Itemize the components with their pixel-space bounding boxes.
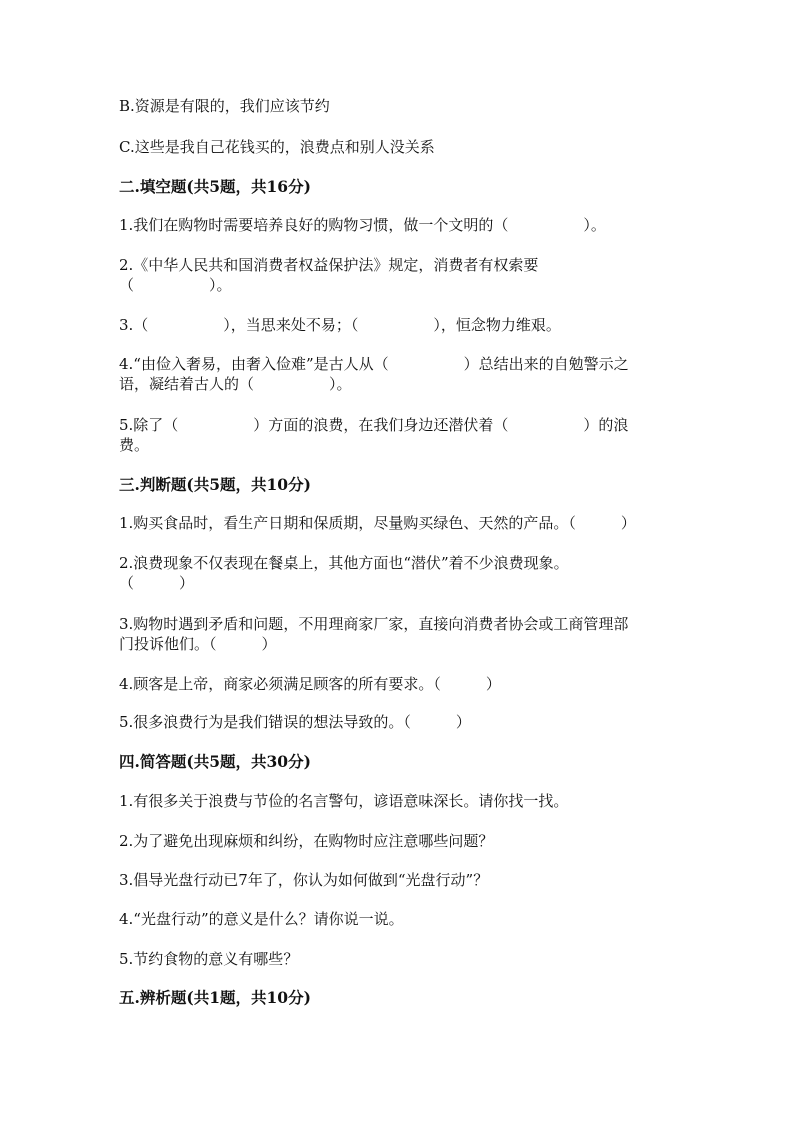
section-heading-short-answer: 四.简答题(共5题，共30分) (119, 752, 311, 771)
fill-blank-question-5: 5.除了（ ）方面的浪费，在我们身边还潜伏着（ ）的浪 (119, 416, 629, 434)
short-answer-question-4: 4.“光盘行动”的意义是什么？请你说一说。 (119, 910, 404, 928)
fill-blank-question-2: 2.《中华人民共和国消费者权益保护法》规定，消费者有权索要 (119, 256, 539, 274)
option-b: B.资源是有限的，我们应该节约 (119, 97, 330, 115)
section-heading-true-false: 三.判断题(共5题，共10分) (119, 475, 311, 494)
true-false-question-3: 3.购物时遇到矛盾和问题，不用理商家厂家，直接向消费者协会或工商管理部 (119, 615, 629, 633)
true-false-question-2-cont: （ ） (119, 574, 195, 592)
section-heading-fill-blank: 二.填空题(共5题，共16分) (119, 177, 311, 196)
true-false-question-4: 4.顾客是上帝，商家必须满足顾客的所有要求。（ ） (119, 675, 501, 693)
fill-blank-question-1: 1.我们在购物时需要培养良好的购物习惯，做一个文明的（ ）。 (119, 216, 606, 234)
true-false-question-3-cont: 门投诉他们。（ ） (119, 635, 277, 653)
short-answer-question-1: 1.有很多关于浪费与节俭的名言警句，谚语意味深长。请你找一找。 (119, 792, 569, 810)
option-c: C.这些是我自己花钱买的，浪费点和别人没关系 (119, 138, 435, 156)
fill-blank-question-2-cont: （ ）。 (119, 276, 232, 294)
fill-blank-question-5-cont: 费。 (119, 436, 150, 454)
fill-blank-question-4-cont: 语，凝结着古人的（ ）。 (119, 375, 352, 393)
true-false-question-1: 1.购买食品时，看生产日期和保质期，尽量购买绿色、天然的产品。（ ） (119, 514, 636, 532)
section-heading-analysis: 五.辨析题(共1题，共10分) (119, 988, 311, 1007)
fill-blank-question-3: 3.（ ），当思来处不易；（ ），恒念物力维艰。 (119, 316, 561, 334)
short-answer-question-5: 5.节约食物的意义有哪些？ (119, 950, 299, 968)
fill-blank-question-4: 4.“由俭入奢易，由奢入俭难”是古人从（ ）总结出来的自勉警示之 (119, 355, 629, 373)
true-false-question-5: 5.很多浪费行为是我们错误的想法导致的。（ ） (119, 713, 471, 731)
true-false-question-2: 2.浪费现象不仅表现在餐桌上，其他方面也“潜伏”着不少浪费现象。 (119, 554, 569, 572)
short-answer-question-2: 2.为了避免出现麻烦和纠纷，在购物时应注意哪些问题？ (119, 832, 494, 850)
short-answer-question-3: 3.倡导光盘行动已7年了，你认为如何做到“光盘行动”？ (119, 871, 489, 889)
